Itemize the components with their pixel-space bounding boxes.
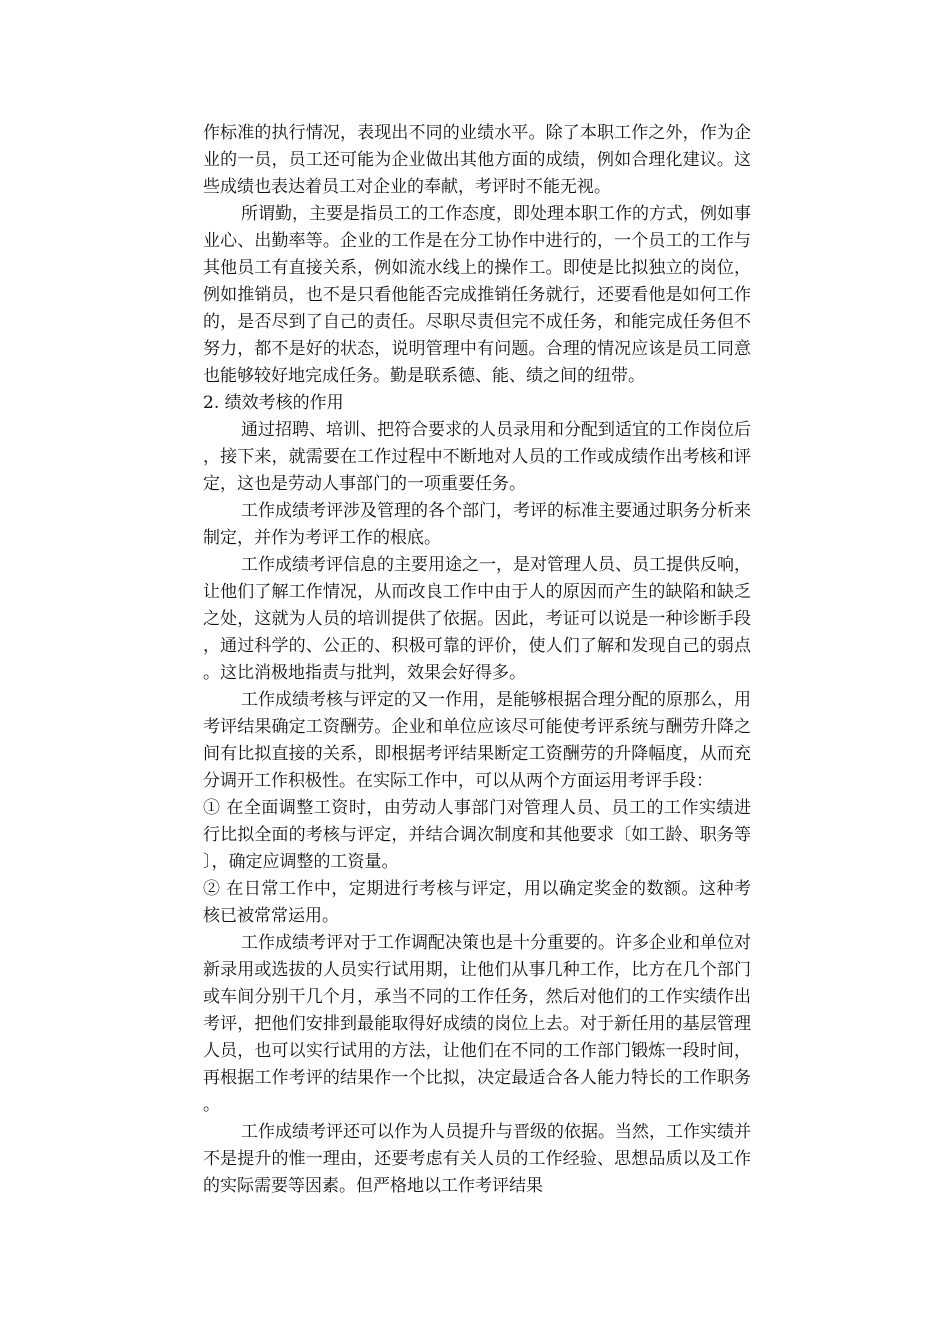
paragraph-evaluation-scope: 工作成绩考评涉及管理的各个部门，考评的标准主要通过职务分析来制定，并作为考评工作的根底。 <box>203 501 751 548</box>
paragraph-recruitment: 通过招聘、培训、把符合要求的人员录用和分配到适宜的工作岗位后，接下来，就需要在工作过程中不断地对人员的工作或成绩作出考核和评定，这也是劳动人事部门的一项重要任务。 <box>203 420 751 494</box>
paragraph-compensation-use: 工作成绩考核与评定的又一作用，是能够根据合理分配的原那么，用考评结果确定工资酬劳。企业和单位应该尽可能使考评系统与酬劳升降之间有比拟直接的关系，即根据考评结果断定工资酬劳的升降幅度，从而充分调开工作积极性。在实际工作中，可以从两个方面运用考评手段： <box>203 690 751 791</box>
paragraph-job-allocation: 工作成绩考评对于工作调配决策也是十分重要的。许多企业和单位对新录用或选拔的人员实行试用期，让他们从事几种工作，比方在几个部门或车间分别干几个月，承当不同的工作任务，然后对他们的工作实绩作出考评，把他们安排到最能取得好成绩的岗位上去。对于新任用的基层管理人员，也可以实行试用的方法，让他们在不同的工作部门锻炼一段时间，再根据工作考评的结果作一个比拟，决定最适合各人能力特长的工作职务。 <box>203 933 751 1115</box>
paragraph-feedback-use: 工作成绩考评信息的主要用途之一，是对管理人员、员工提供反响，让他们了解工作情况，从而改良工作中由于人的原因而产生的缺陷和缺乏之处，这就为人员的培训提供了依据。因此，考证可以说是一种诊断手段，通过科学的、公正的、积极可靠的评价，使人们了解和发现自己的弱点。这比消极地指责与批判，效果会好得多。 <box>203 555 751 683</box>
document-page <box>203 120 751 1200</box>
section-heading-performance-role: 2. 绩效考核的作用 <box>203 393 344 413</box>
list-item-bonus-evaluation: ② 在日常工作中，定期进行考核与评定，用以确定奖金的数额。这种考核已被常常运用。 <box>203 879 751 926</box>
paragraph-diligence: 所谓勤，主要是指员工的工作态度，即处理本职工作的方式，例如事业心、出勤率等。企业的工作是在分工协作中进行的，一个员工的工作与其他员工有直接关系，例如流水线上的操作工。即使是比拟独立的岗位，例如推销员，也不是只看他能否完成推销任务就行，还要看他是如何工作的，是否尽到了自己的责任。尽职尽责但完不成任务，和能完成任务但不努力，都不是好的状态，说明管理中有问题。合理的情况应该是员工同意也能够较好地完成任务。勤是联系德、能、绩之间的纽带。 <box>203 204 751 386</box>
paragraph-promotion-basis: 工作成绩考评还可以作为人员提升与晋级的依据。当然，工作实绩并不是提升的惟一理由，还要考虑有关人员的工作经验、思想品质以及工作的实际需要等因素。但严格地以工作考评结果 <box>203 1122 751 1196</box>
paragraph-performance-standard: 作标准的执行情况，表现出不同的业绩水平。除了本职工作之外，作为企业的一员，员工还可能为企业做出其他方面的成绩，例如合理化建议。这些成绩也表达着员工对企业的奉献，考评时不能无视。 <box>203 123 751 197</box>
list-item-salary-adjustment: ① 在全面调整工资时，由劳动人事部门对管理人员、员工的工作实绩进行比拟全面的考核与评定，并结合调次制度和其他要求〔如工龄、职务等〕，确定应调整的工资量。 <box>203 798 751 872</box>
